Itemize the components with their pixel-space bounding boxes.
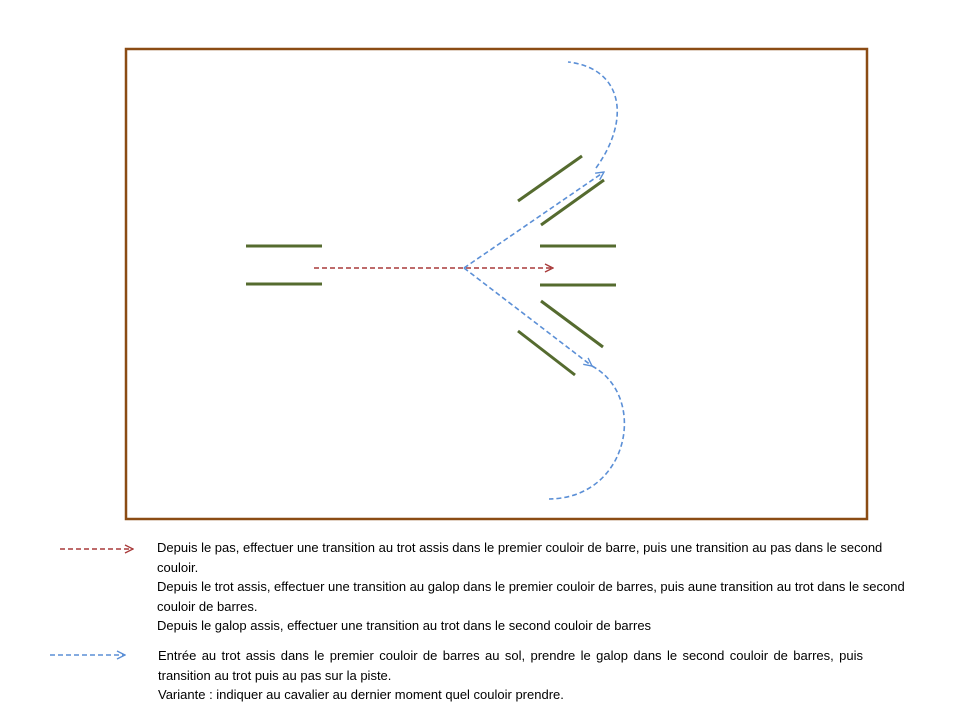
legend-blue-line: Entrée au trot assis dans le premier couloir de barres au sol, prendre le galop dans le second couloir de barres, puis transition au trot puis au pas sur la piste.	[158, 648, 863, 683]
legend-blue-description	[158, 646, 863, 705]
upper-corridor-pole-inner	[541, 180, 604, 225]
blue-path-lower-curve	[549, 366, 624, 499]
lower-corridor-pole-inner	[541, 301, 603, 347]
arena-border	[126, 49, 867, 519]
blue-path-upper-arrow	[464, 172, 604, 268]
blue-path-upper-curve	[568, 62, 617, 168]
legend-red-line: Depuis le pas, effectuer une transition au trot assis dans le premier couloir de barre, puis une transition au pas dans le second couloir.	[157, 540, 883, 575]
legend-red-line: Depuis le galop assis, effectuer une transition au trot dans le second couloir de barres	[157, 618, 652, 633]
legend-red-description	[157, 538, 917, 636]
legend-blue-line: Variante : indiquer au cavalier au dernier moment quel couloir prendre.	[158, 687, 564, 702]
lower-corridor-pole-outer	[518, 331, 575, 375]
legend-red-line: Depuis le trot assis, effectuer une transition au galop dans le premier couloir de barres, puis aune transition au trot dans le second couloir de barres.	[157, 579, 905, 614]
blue-path-lower-arrow	[464, 268, 592, 366]
